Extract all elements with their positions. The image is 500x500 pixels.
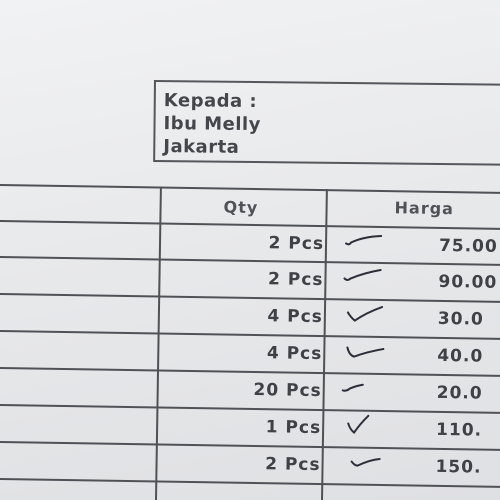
table-rule xyxy=(0,330,500,340)
table-rule xyxy=(0,220,500,230)
row-price: 30.0 xyxy=(437,308,484,330)
recipient-name: Ibu Melly xyxy=(163,113,262,136)
checkmark-icon xyxy=(340,413,384,436)
row-price: 40.0 xyxy=(437,345,484,367)
price-header: Harga xyxy=(394,198,455,219)
table-rule xyxy=(0,404,500,414)
row-price: 20.0 xyxy=(436,382,483,404)
checkmark-icon xyxy=(339,451,383,474)
row-qty: 2 Pcs xyxy=(265,454,321,476)
row-qty: 4 Pcs xyxy=(266,343,323,365)
row-qty: 2 Pcs xyxy=(267,269,324,291)
table-rule xyxy=(0,184,500,194)
row-qty: 2 Pcs xyxy=(268,233,325,255)
recipient-label: Kepada : xyxy=(163,90,258,113)
row-qty: 1 Pcs xyxy=(265,417,322,439)
qty-header: Qty xyxy=(223,197,259,218)
row-price: 110. xyxy=(435,419,483,441)
table-rule xyxy=(0,441,500,451)
table-column-rule xyxy=(155,187,162,500)
recipient-city: Jakarta xyxy=(163,136,240,158)
checkmark-icon xyxy=(343,231,387,254)
table-rule xyxy=(0,478,500,488)
checkmark-icon xyxy=(341,339,385,362)
table-rule xyxy=(0,256,500,266)
checkmark-icon xyxy=(342,266,386,289)
checkmark-icon xyxy=(341,376,385,399)
row-qty: 20 Pcs xyxy=(253,380,322,402)
table-rule xyxy=(0,293,500,303)
row-price: 75.00 xyxy=(438,235,498,257)
row-qty: 4 Pcs xyxy=(267,306,324,328)
table-rule xyxy=(0,367,500,377)
row-price: 150. xyxy=(435,456,482,478)
checkmark-icon xyxy=(342,303,386,326)
row-price: 90.00 xyxy=(438,271,498,293)
